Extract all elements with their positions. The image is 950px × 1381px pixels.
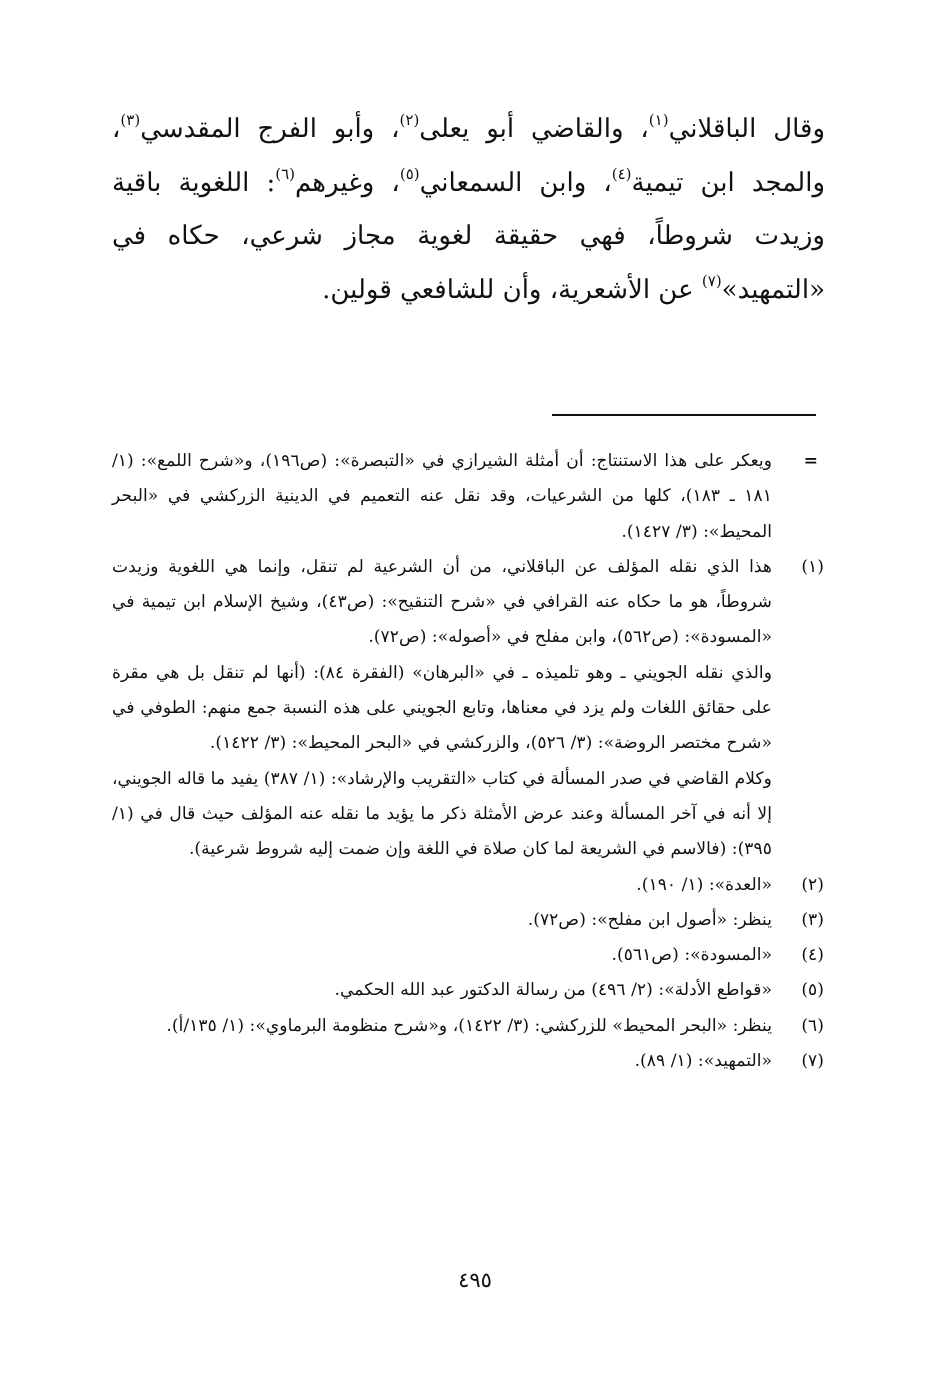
footnote-marker: (٣): [801, 909, 824, 930]
footnote-text: وكلام القاضي في صدر المسألة في كتاب «التقريب والإرشاد»: (١/ ٣٨٧) يفيد ما قاله الجويني، إلا أنه في آخر المسألة وعند عرض الأمثلة ذكر ما يؤيد ما نقله عنه المؤلف حيث قال في (١/ ٣٩٥): (فالاسم في الشريعة لما كان صلاة في اللغة وإن ضمت إليه شروط شرعية).: [112, 768, 772, 860]
footnote-text: «قواطع الأدلة»: (٢/ ٤٩٦) من رسالة الدكتور عبد الله الحكمي.: [334, 980, 772, 1001]
footnote-marker: (١): [801, 556, 824, 577]
footnote-reference: (٦): [275, 164, 295, 183]
footnote-item: [112, 938, 824, 973]
footnote-marker: (٦): [801, 1015, 824, 1036]
footnote-item: [112, 903, 824, 938]
footnote-text: والذي نقله الجويني ـ وهو تلميذه ـ في «البرهان» (الفقرة ٨٤): (أنها لم تنقل بل هي مقرة على حقائق اللغات ولم يزد في معناها، وتابع الجويني على هذه النسبة جمع منهم: الطوفي في «شرح مختصر الروضة»: (٣/ ٥٢٦)، والزركشي في «البحر المحيط»: (٣/ ١٤٢٢).: [112, 662, 772, 754]
footnote-item: [112, 973, 824, 1008]
footnote-reference: (٧): [701, 271, 722, 290]
footnote-item: [112, 1009, 824, 1044]
main-text-segment: وقال الباقلاني: [668, 114, 825, 144]
footnote-text: ينظر: «أصول ابن مفلح»: (ص٧٢).: [527, 909, 772, 930]
footnote-reference: (٢): [399, 111, 420, 130]
main-text-segment: ، والمجد ابن تيمية: [112, 114, 825, 198]
footnote-marker: (٥): [801, 980, 824, 1001]
main-text-segment: ، والقاضي أبو يعلى: [419, 114, 649, 144]
page-number: ٤٩٥: [458, 1268, 492, 1292]
footnote-text: «العدة»: (١/ ١٩٠).: [636, 874, 772, 895]
main-text-segment: : اللغوية باقية وزيدت شروطاً، فهي حقيقة لغوية مجاز شرعي، حكاه في «التمهيد»: [112, 167, 825, 305]
footnote-text: «التمهيد»: (١/ ٨٩).: [634, 1051, 772, 1072]
footnote-reference: (١): [648, 111, 669, 130]
footnote-marker: =: [803, 451, 818, 471]
footnote-marker: (٤): [801, 945, 824, 966]
footnote-reference: (٥): [399, 164, 420, 183]
main-paragraph: [112, 103, 825, 317]
footnote-item: [112, 868, 824, 903]
footnote-marker: (٢): [801, 874, 824, 895]
footnote-item: [112, 550, 824, 868]
footnote-reference: (٤): [611, 164, 632, 183]
footnote-text: ينظر: «البحر المحيط» للزركشي: (٣/ ١٤٢٢)، و«شرح منظومة البرماوي»: (١/ ١٣٥/أ).: [166, 1015, 772, 1036]
footnote-separator: [552, 414, 816, 416]
footnote-item: [112, 1044, 824, 1079]
main-text-segment: ، وغيرهم: [294, 167, 400, 198]
main-text-segment: ، وأبو الفرج المقدسي: [140, 114, 400, 144]
footnotes-section: [112, 444, 824, 1079]
footnote-reference: (٣): [120, 111, 141, 130]
footnote-marker: (٧): [801, 1051, 824, 1072]
footnote-text: هذا الذي نقله المؤلف عن الباقلاني، من أن الشرعية لم تنقل، وإنما هي اللغوية وزيدت شروطاً، هو ما حكاه عنه القرافي في «شرح التنقيح»: (ص٤٣)، وشيخ الإسلام ابن تيمية في «المسودة»: (ص٥٦٢)، وابن مفلح في «أصوله»: (ص٧٢).: [112, 556, 773, 648]
footnote-continuation: [112, 444, 824, 550]
footnote-text: «المسودة»: (ص٥٦١).: [611, 945, 772, 966]
main-text-segment: ، وابن السمعاني: [419, 167, 612, 198]
footnote-text: ويعكر على هذا الاستنتاج: أن أمثلة الشيرازي في «التبصرة»: (ص١٩٦)، و«شرح اللمع»: (١/ ١٨١ ـ ١٨٣)، كلها من الشرعيات، وقد نقل عنه التعميم في الدينية الزركشي في «البحر المحيط»: (٣/ ١٤٢٧).: [112, 451, 772, 542]
main-text-segment: عن الأشعرية، وأن للشافعي قولين.: [322, 274, 702, 305]
